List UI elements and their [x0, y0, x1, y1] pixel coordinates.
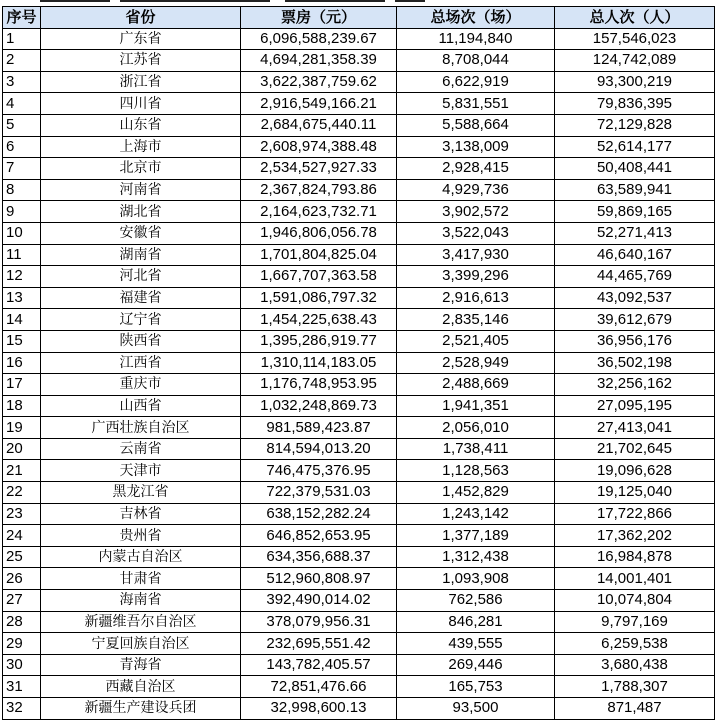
row-index: 30: [3, 654, 41, 676]
province-name: 贵州省: [41, 525, 241, 547]
box-office-value: 232,695,551.42: [241, 633, 397, 655]
admissions-value: 52,614,177: [555, 136, 715, 158]
box-office-value: 32,998,600.13: [241, 698, 397, 720]
province-name: 江苏省: [41, 50, 241, 72]
box-office-value: 72,851,476.66: [241, 676, 397, 698]
screenings-value: 439,555: [397, 633, 555, 655]
box-office-value: 2,684,675,440.11: [241, 114, 397, 136]
admissions-value: 59,869,165: [555, 201, 715, 223]
province-name: 北京市: [41, 158, 241, 180]
screenings-value: 2,916,613: [397, 287, 555, 309]
admissions-value: 32,256,162: [555, 374, 715, 396]
screenings-value: 165,753: [397, 676, 555, 698]
table-row: [3, 201, 715, 223]
table-row: [3, 93, 715, 115]
screenings-value: 6,622,919: [397, 71, 555, 93]
row-index: 21: [3, 460, 41, 482]
screenings-value: 2,928,415: [397, 158, 555, 180]
table-body: [3, 28, 715, 719]
province-name: 内蒙古自治区: [41, 546, 241, 568]
row-index: 23: [3, 503, 41, 525]
table-row: [3, 590, 715, 612]
admissions-value: 1,788,307: [555, 676, 715, 698]
province-name: 湖南省: [41, 244, 241, 266]
header-box-office: 票房（元）: [241, 7, 397, 29]
province-name: 新疆生产建设兵团: [41, 698, 241, 720]
admissions-value: 50,408,441: [555, 158, 715, 180]
row-index: 2: [3, 50, 41, 72]
screenings-value: 1,093,908: [397, 568, 555, 590]
province-name: 江西省: [41, 352, 241, 374]
province-name: 广西壮族自治区: [41, 417, 241, 439]
province-name: 辽宁省: [41, 309, 241, 331]
province-name: 四川省: [41, 93, 241, 115]
row-index: 10: [3, 222, 41, 244]
province-name: 湖北省: [41, 201, 241, 223]
screenings-value: 4,929,736: [397, 179, 555, 201]
admissions-value: 36,502,198: [555, 352, 715, 374]
province-name: 山东省: [41, 114, 241, 136]
row-index: 13: [3, 287, 41, 309]
table-row: [3, 222, 715, 244]
admissions-value: 79,836,395: [555, 93, 715, 115]
admissions-value: 27,095,195: [555, 395, 715, 417]
screenings-value: 1,312,438: [397, 546, 555, 568]
table-row: [3, 698, 715, 720]
row-index: 28: [3, 611, 41, 633]
row-index: 5: [3, 114, 41, 136]
box-office-value: 981,589,423.87: [241, 417, 397, 439]
table-row: [3, 179, 715, 201]
screenings-value: 762,586: [397, 590, 555, 612]
row-index: 11: [3, 244, 41, 266]
screenings-value: 5,588,664: [397, 114, 555, 136]
header-screenings: 总场次（场）: [397, 7, 555, 29]
row-index: 1: [3, 28, 41, 50]
box-office-value: 1,591,086,797.32: [241, 287, 397, 309]
province-name: 甘肃省: [41, 568, 241, 590]
row-index: 17: [3, 374, 41, 396]
screenings-value: 3,522,043: [397, 222, 555, 244]
row-index: 20: [3, 438, 41, 460]
screenings-value: 269,446: [397, 654, 555, 676]
province-name: 宁夏回族自治区: [41, 633, 241, 655]
box-office-value: 2,608,974,388.48: [241, 136, 397, 158]
box-office-table: [2, 6, 715, 720]
screenings-value: 1,452,829: [397, 482, 555, 504]
screenings-value: 1,941,351: [397, 395, 555, 417]
screenings-value: 3,902,572: [397, 201, 555, 223]
row-index: 25: [3, 546, 41, 568]
header-index: 序号: [3, 7, 41, 29]
box-office-value: 392,490,014.02: [241, 590, 397, 612]
row-index: 3: [3, 71, 41, 93]
admissions-value: 14,001,401: [555, 568, 715, 590]
screenings-value: 1,243,142: [397, 503, 555, 525]
box-office-value: 1,701,804,825.04: [241, 244, 397, 266]
screenings-value: 3,138,009: [397, 136, 555, 158]
row-index: 27: [3, 590, 41, 612]
table-row: [3, 352, 715, 374]
box-office-value: 1,454,225,638.43: [241, 309, 397, 331]
box-office-value: 814,594,013.20: [241, 438, 397, 460]
row-index: 8: [3, 179, 41, 201]
admissions-value: 10,074,804: [555, 590, 715, 612]
box-office-value: 722,379,531.03: [241, 482, 397, 504]
row-index: 32: [3, 698, 41, 720]
province-name: 陕西省: [41, 330, 241, 352]
row-index: 31: [3, 676, 41, 698]
row-index: 19: [3, 417, 41, 439]
admissions-value: 16,984,878: [555, 546, 715, 568]
row-index: 29: [3, 633, 41, 655]
admissions-value: 124,742,089: [555, 50, 715, 72]
table-header: [3, 7, 715, 29]
screenings-value: 2,056,010: [397, 417, 555, 439]
table-row: [3, 50, 715, 72]
table-row: [3, 28, 715, 50]
row-index: 24: [3, 525, 41, 547]
province-name: 浙江省: [41, 71, 241, 93]
table-row: [3, 71, 715, 93]
table-row: [3, 438, 715, 460]
table-row: [3, 395, 715, 417]
province-name: 安徽省: [41, 222, 241, 244]
admissions-value: 19,125,040: [555, 482, 715, 504]
table-row: [3, 568, 715, 590]
box-office-value: 638,152,282.24: [241, 503, 397, 525]
screenings-value: 2,521,405: [397, 330, 555, 352]
table-row: [3, 114, 715, 136]
screenings-value: 93,500: [397, 698, 555, 720]
admissions-value: 36,956,176: [555, 330, 715, 352]
province-name: 海南省: [41, 590, 241, 612]
province-name: 黑龙江省: [41, 482, 241, 504]
province-name: 重庆市: [41, 374, 241, 396]
admissions-value: 27,413,041: [555, 417, 715, 439]
screenings-value: 2,528,949: [397, 352, 555, 374]
box-office-value: 3,622,387,759.62: [241, 71, 397, 93]
table-row: [3, 482, 715, 504]
box-office-value: 646,852,653.95: [241, 525, 397, 547]
row-index: 15: [3, 330, 41, 352]
box-office-value: 378,079,956.31: [241, 611, 397, 633]
box-office-value: 2,164,623,732.71: [241, 201, 397, 223]
header-province: 省份: [41, 7, 241, 29]
admissions-value: 46,640,167: [555, 244, 715, 266]
screenings-value: 3,399,296: [397, 266, 555, 288]
table-row: [3, 546, 715, 568]
box-office-value: 1,667,707,363.58: [241, 266, 397, 288]
table-row: [3, 676, 715, 698]
table-row: [3, 309, 715, 331]
table-row: [3, 136, 715, 158]
table-row: [3, 633, 715, 655]
box-office-value: 2,534,527,927.33: [241, 158, 397, 180]
row-index: 18: [3, 395, 41, 417]
admissions-value: 157,546,023: [555, 28, 715, 50]
table-row: [3, 374, 715, 396]
province-name: 山西省: [41, 395, 241, 417]
table-row: [3, 654, 715, 676]
province-name: 青海省: [41, 654, 241, 676]
province-name: 广东省: [41, 28, 241, 50]
screenings-value: 3,417,930: [397, 244, 555, 266]
screenings-value: 8,708,044: [397, 50, 555, 72]
province-name: 西藏自治区: [41, 676, 241, 698]
table-row: [3, 266, 715, 288]
admissions-value: 44,465,769: [555, 266, 715, 288]
admissions-value: 93,300,219: [555, 71, 715, 93]
province-name: 新疆维吾尔自治区: [41, 611, 241, 633]
province-name: 云南省: [41, 438, 241, 460]
box-office-value: 634,356,688.37: [241, 546, 397, 568]
screenings-value: 2,835,146: [397, 309, 555, 331]
province-name: 吉林省: [41, 503, 241, 525]
province-name: 河北省: [41, 266, 241, 288]
admissions-value: 19,096,628: [555, 460, 715, 482]
box-office-value: 746,475,376.95: [241, 460, 397, 482]
box-office-value: 512,960,808.97: [241, 568, 397, 590]
box-office-value: 143,782,405.57: [241, 654, 397, 676]
screenings-value: 1,377,189: [397, 525, 555, 547]
table-row: [3, 158, 715, 180]
table-row: [3, 244, 715, 266]
row-index: 7: [3, 158, 41, 180]
province-name: 天津市: [41, 460, 241, 482]
table-row: [3, 330, 715, 352]
screenings-value: 1,128,563: [397, 460, 555, 482]
admissions-value: 43,092,537: [555, 287, 715, 309]
header-row: [3, 7, 715, 29]
row-index: 9: [3, 201, 41, 223]
admissions-value: 52,271,413: [555, 222, 715, 244]
box-office-value: 2,367,824,793.86: [241, 179, 397, 201]
row-index: 6: [3, 136, 41, 158]
province-name: 福建省: [41, 287, 241, 309]
admissions-value: 63,589,941: [555, 179, 715, 201]
admissions-value: 17,722,866: [555, 503, 715, 525]
admissions-value: 17,362,202: [555, 525, 715, 547]
box-office-value: 1,310,114,183.05: [241, 352, 397, 374]
province-name: 上海市: [41, 136, 241, 158]
screenings-value: 2,488,669: [397, 374, 555, 396]
province-name: 河南省: [41, 179, 241, 201]
table-row: [3, 525, 715, 547]
admissions-value: 21,702,645: [555, 438, 715, 460]
admissions-value: 6,259,538: [555, 633, 715, 655]
table-row: [3, 460, 715, 482]
row-index: 4: [3, 93, 41, 115]
admissions-value: 72,129,828: [555, 114, 715, 136]
box-office-value: 4,694,281,358.39: [241, 50, 397, 72]
table-row: [3, 611, 715, 633]
table-row: [3, 287, 715, 309]
table-row: [3, 417, 715, 439]
screenings-value: 11,194,840: [397, 28, 555, 50]
admissions-value: 3,680,438: [555, 654, 715, 676]
screenings-value: 1,738,411: [397, 438, 555, 460]
row-index: 22: [3, 482, 41, 504]
box-office-value: 1,176,748,953.95: [241, 374, 397, 396]
header-admissions: 总人次（人）: [555, 7, 715, 29]
box-office-value: 1,946,806,056.78: [241, 222, 397, 244]
row-index: 14: [3, 309, 41, 331]
row-index: 26: [3, 568, 41, 590]
box-office-value: 1,395,286,919.77: [241, 330, 397, 352]
box-office-value: 1,032,248,869.73: [241, 395, 397, 417]
admissions-value: 9,797,169: [555, 611, 715, 633]
row-index: 12: [3, 266, 41, 288]
table-row: [3, 503, 715, 525]
box-office-value: 6,096,588,239.67: [241, 28, 397, 50]
box-office-value: 2,916,549,166.21: [241, 93, 397, 115]
admissions-value: 871,487: [555, 698, 715, 720]
admissions-value: 39,612,679: [555, 309, 715, 331]
row-index: 16: [3, 352, 41, 374]
screenings-value: 5,831,551: [397, 93, 555, 115]
screenings-value: 846,281: [397, 611, 555, 633]
